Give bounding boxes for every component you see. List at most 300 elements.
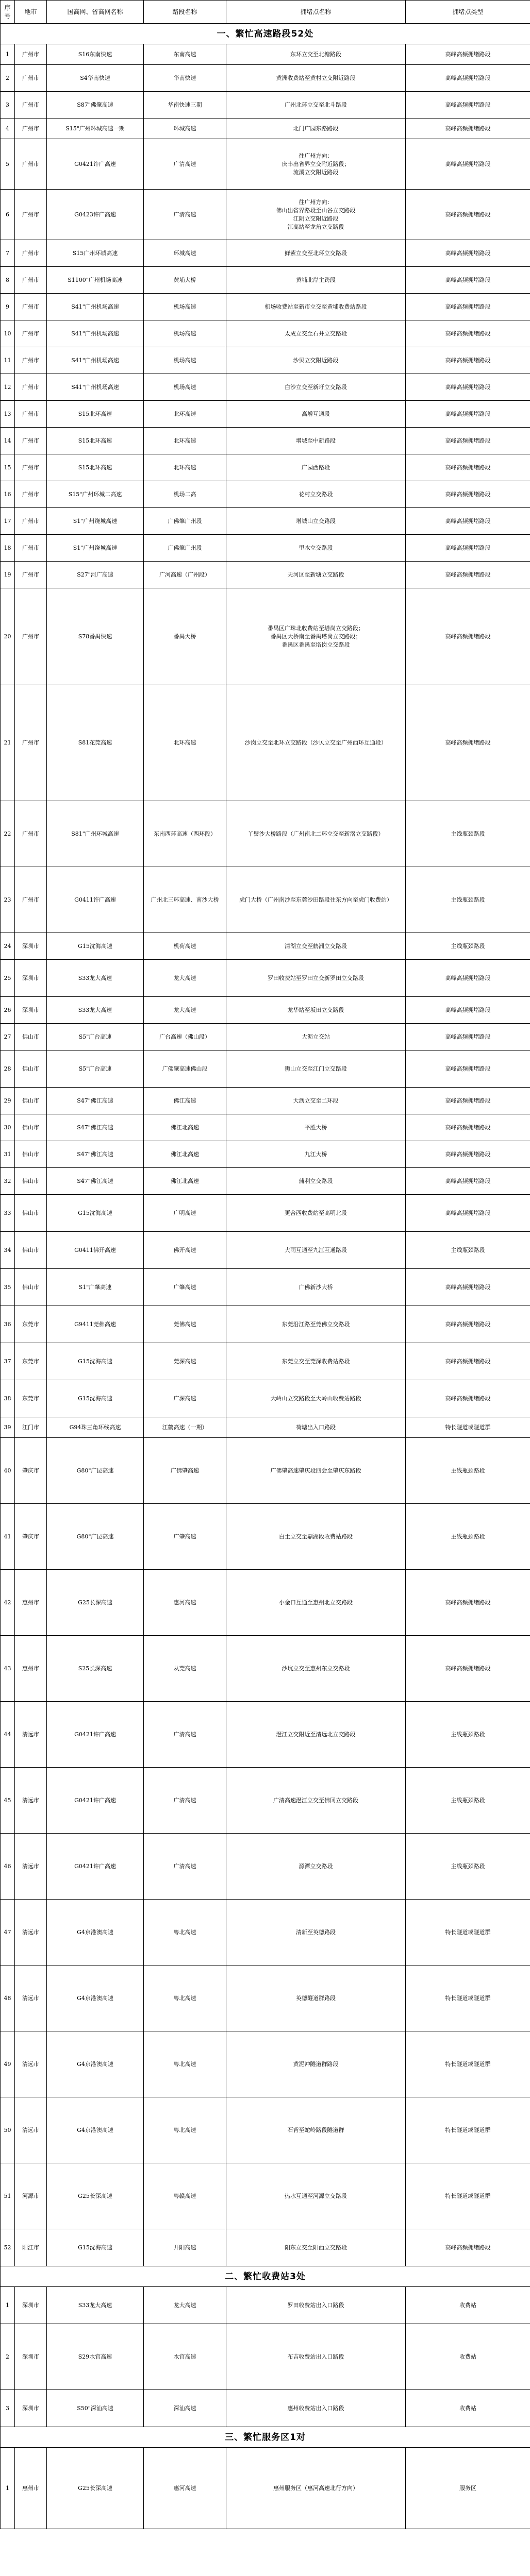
cell-road: G0423许广高速 bbox=[47, 190, 144, 240]
table-row bbox=[1, 92, 530, 118]
table-row bbox=[1, 190, 530, 240]
table-row bbox=[1, 1834, 530, 1900]
cell-segment: 佛江北高速 bbox=[144, 1141, 226, 1168]
cell-loc: 清新至英德路段 bbox=[226, 1900, 406, 1965]
cell-no: 2 bbox=[1, 65, 15, 92]
table-row bbox=[1, 1636, 530, 1702]
cell-loc: 龙华站至坂田立交路段 bbox=[226, 997, 406, 1024]
cell-no: 21 bbox=[1, 685, 15, 801]
cell-road: S5"广台高速 bbox=[47, 1024, 144, 1050]
cell-no: 19 bbox=[1, 562, 15, 588]
cell-loc: 高增互通段 bbox=[226, 401, 406, 428]
cell-segment: 机场高速 bbox=[144, 374, 226, 401]
table-row bbox=[1, 2031, 530, 2097]
cell-type: 特长隧道或隧道群 bbox=[406, 1417, 530, 1438]
cell-type: 高峰高频拥堵路段 bbox=[406, 1141, 530, 1168]
cell-no: 24 bbox=[1, 933, 15, 960]
cell-city: 惠州市 bbox=[15, 1570, 47, 1636]
table-row bbox=[1, 933, 530, 960]
cell-segment: 广深高速 bbox=[144, 1380, 226, 1417]
cell-city: 清远市 bbox=[15, 2031, 47, 2097]
cell-segment: 机场高速 bbox=[144, 320, 226, 347]
cell-no: 49 bbox=[1, 2031, 15, 2097]
cell-type: 主线瓶颈路段 bbox=[406, 1834, 530, 1900]
cell-road: G15沈海高速 bbox=[47, 933, 144, 960]
section-title: 三、繁忙服务区1对 bbox=[1, 2427, 530, 2448]
header-row bbox=[1, 1, 530, 24]
cell-type: 高峰高频拥堵路段 bbox=[406, 401, 530, 428]
cell-road: G0421许广高速 bbox=[47, 139, 144, 190]
cell-city: 广州市 bbox=[15, 535, 47, 562]
cell-loc: 石背至蛇岭路段隧道群 bbox=[226, 2097, 406, 2163]
cell-city: 佛山市 bbox=[15, 1024, 47, 1050]
cell-loc: 东莞立交至莞深收费站路段 bbox=[226, 1343, 406, 1380]
cell-type: 高峰高频拥堵路段 bbox=[406, 2229, 530, 2266]
table-row bbox=[1, 1380, 530, 1417]
cell-type: 高峰高频拥堵路段 bbox=[406, 1269, 530, 1306]
table-row bbox=[1, 1232, 530, 1269]
cell-no: 13 bbox=[1, 401, 15, 428]
cell-type: 收费站 bbox=[406, 2324, 530, 2390]
cell-segment: 东南西环高速（西环段） bbox=[144, 801, 226, 867]
table-row bbox=[1, 454, 530, 481]
cell-loc: 黄埔北岸主跨段 bbox=[226, 267, 406, 294]
header-road: 国高网、省高网名称 bbox=[47, 1, 144, 24]
cell-no: 26 bbox=[1, 997, 15, 1024]
cell-road: S87"佛肇高速 bbox=[47, 92, 144, 118]
cell-road: S4华南快速 bbox=[47, 65, 144, 92]
cell-loc: 大雨互通至九江互通路段 bbox=[226, 1232, 406, 1269]
table-row bbox=[1, 1343, 530, 1380]
cell-no: 36 bbox=[1, 1306, 15, 1343]
cell-city: 佛山市 bbox=[15, 1232, 47, 1269]
cell-type: 高峰高频拥堵路段 bbox=[406, 347, 530, 374]
cell-loc: 潖江立交附近至清远北立交路段 bbox=[226, 1702, 406, 1768]
cell-loc: 白沙立交至新圩立交路段 bbox=[226, 374, 406, 401]
cell-segment: 惠河高速 bbox=[144, 1570, 226, 1636]
cell-loc: 沙贝立交附近路段 bbox=[226, 347, 406, 374]
cell-no: 38 bbox=[1, 1380, 15, 1417]
cell-segment: 机场二高 bbox=[144, 481, 226, 508]
cell-segment: 惠河高速 bbox=[144, 2448, 226, 2529]
cell-no: 41 bbox=[1, 1504, 15, 1570]
cell-segment: 广台高速（佛山段） bbox=[144, 1024, 226, 1050]
cell-no: 12 bbox=[1, 374, 15, 401]
cell-type: 高峰高频拥堵路段 bbox=[406, 535, 530, 562]
cell-type: 特长隧道或隧道群 bbox=[406, 1900, 530, 1965]
cell-road: S47"佛江高速 bbox=[47, 1141, 144, 1168]
cell-loc: 热水互通至河源立交路段 bbox=[226, 2163, 406, 2229]
cell-type: 高峰高频拥堵路段 bbox=[406, 92, 530, 118]
cell-road: S1"广州绕城高速 bbox=[47, 535, 144, 562]
cell-road: S15广州环城高速 bbox=[47, 240, 144, 267]
cell-city: 广州市 bbox=[15, 562, 47, 588]
cell-road: S15北环高速 bbox=[47, 401, 144, 428]
cell-city: 广州市 bbox=[15, 481, 47, 508]
cell-segment: 北环高速 bbox=[144, 685, 226, 801]
cell-segment: 江鹤高速（一期） bbox=[144, 1417, 226, 1438]
cell-city: 东莞市 bbox=[15, 1343, 47, 1380]
cell-type: 高峰高频拥堵路段 bbox=[406, 1570, 530, 1636]
cell-road: S15北环高速 bbox=[47, 428, 144, 454]
cell-type: 高峰高频拥堵路段 bbox=[406, 1195, 530, 1232]
cell-type: 高峰高频拥堵路段 bbox=[406, 588, 530, 685]
cell-no: 23 bbox=[1, 867, 15, 933]
cell-no: 8 bbox=[1, 267, 15, 294]
cell-no: 16 bbox=[1, 481, 15, 508]
cell-road: S41"广州机场高速 bbox=[47, 294, 144, 320]
cell-loc: 白土立交至鼎湖段收费站路段 bbox=[226, 1504, 406, 1570]
cell-road: G0421许广高速 bbox=[47, 1702, 144, 1768]
cell-city: 广州市 bbox=[15, 374, 47, 401]
header-city: 地市 bbox=[15, 1, 47, 24]
cell-road: G25长深高速 bbox=[47, 2163, 144, 2229]
cell-type: 特长隧道或隧道群 bbox=[406, 2097, 530, 2163]
cell-segment: 广佛肇高速 bbox=[144, 1438, 226, 1504]
cell-segment: 粤北高速 bbox=[144, 2031, 226, 2097]
cell-road: G15沈海高速 bbox=[47, 2229, 144, 2266]
cell-type: 收费站 bbox=[406, 2390, 530, 2427]
cell-loc: 英德隧道群路段 bbox=[226, 1965, 406, 2031]
cell-type: 主线瓶颈路段 bbox=[406, 1768, 530, 1834]
cell-road: G0411佛开高速 bbox=[47, 1232, 144, 1269]
cell-loc: 番禺区广珠北收费站至塔岗立交路段； 番禺区大桥南至番禺塔岗立交路段； 番禺区番禺至塔岗立交路段 bbox=[226, 588, 406, 685]
cell-segment: 从莞高速 bbox=[144, 1636, 226, 1702]
cell-no: 30 bbox=[1, 1114, 15, 1141]
table-row bbox=[1, 1141, 530, 1168]
cell-road: S5"广台高速 bbox=[47, 1050, 144, 1088]
table-row bbox=[1, 139, 530, 190]
cell-no: 7 bbox=[1, 240, 15, 267]
cell-loc: 九江大桥 bbox=[226, 1141, 406, 1168]
cell-city: 佛山市 bbox=[15, 1050, 47, 1088]
cell-city: 广州市 bbox=[15, 347, 47, 374]
cell-road: S25长深高速 bbox=[47, 1636, 144, 1702]
cell-road: G15沈海高速 bbox=[47, 1380, 144, 1417]
cell-city: 清远市 bbox=[15, 1900, 47, 1965]
table-row bbox=[1, 65, 530, 92]
cell-city: 广州市 bbox=[15, 428, 47, 454]
cell-loc: 布吉收费站出入口路段 bbox=[226, 2324, 406, 2390]
cell-road: G80"广昆高速 bbox=[47, 1504, 144, 1570]
cell-segment: 佛开高速 bbox=[144, 1232, 226, 1269]
cell-segment: 机场高速 bbox=[144, 294, 226, 320]
table-row bbox=[1, 267, 530, 294]
cell-city: 佛山市 bbox=[15, 1088, 47, 1114]
cell-no: 11 bbox=[1, 347, 15, 374]
cell-loc: 天河区至新塘立交路段 bbox=[226, 562, 406, 588]
cell-road: S1"广肇高速 bbox=[47, 1269, 144, 1306]
cell-segment: 广清高速 bbox=[144, 139, 226, 190]
table-row bbox=[1, 997, 530, 1024]
cell-no: 4 bbox=[1, 118, 15, 139]
cell-loc: 丫髻沙大桥路段（广州南北二环立交至新滘立交路段） bbox=[226, 801, 406, 867]
cell-no: 31 bbox=[1, 1141, 15, 1168]
cell-segment: 广清高速 bbox=[144, 1768, 226, 1834]
cell-loc: 源潭立交路段 bbox=[226, 1834, 406, 1900]
cell-road: G4京港澳高速 bbox=[47, 1900, 144, 1965]
cell-type: 高峰高频拥堵路段 bbox=[406, 1636, 530, 1702]
cell-city: 广州市 bbox=[15, 44, 47, 65]
cell-type: 高峰高频拥堵路段 bbox=[406, 454, 530, 481]
table-row bbox=[1, 2163, 530, 2229]
cell-type: 高峰高频拥堵路段 bbox=[406, 267, 530, 294]
cell-segment: 广明高速 bbox=[144, 1195, 226, 1232]
cell-city: 清远市 bbox=[15, 1965, 47, 2031]
cell-type: 特长隧道或隧道群 bbox=[406, 2031, 530, 2097]
cell-type: 高峰高频拥堵路段 bbox=[406, 190, 530, 240]
cell-loc: 黄洲收费站至黄村立交附近路段 bbox=[226, 65, 406, 92]
cell-loc: 东莞沿江路至莞佛立交路段 bbox=[226, 1306, 406, 1343]
table-row bbox=[1, 2324, 530, 2390]
cell-loc: 惠州服务区（惠河高速北行方向） bbox=[226, 2448, 406, 2529]
cell-road: S29水官高速 bbox=[47, 2324, 144, 2390]
cell-no: 37 bbox=[1, 1343, 15, 1380]
cell-road: S33龙大高速 bbox=[47, 960, 144, 997]
cell-type: 高峰高频拥堵路段 bbox=[406, 960, 530, 997]
cell-type: 主线瓶颈路段 bbox=[406, 1232, 530, 1269]
cell-loc: 广州北环立交至北斗路段 bbox=[226, 92, 406, 118]
cell-loc: 增城至中新路段 bbox=[226, 428, 406, 454]
cell-no: 33 bbox=[1, 1195, 15, 1232]
cell-city: 广州市 bbox=[15, 240, 47, 267]
header-no: 序号 bbox=[1, 1, 15, 24]
header-location: 拥堵点名称 bbox=[226, 1, 406, 24]
cell-segment: 华南快速三期 bbox=[144, 92, 226, 118]
cell-loc: 清湖立交至鹤洲立交路段 bbox=[226, 933, 406, 960]
cell-no: 14 bbox=[1, 428, 15, 454]
cell-no: 3 bbox=[1, 92, 15, 118]
cell-type: 高峰高频拥堵路段 bbox=[406, 1050, 530, 1088]
cell-city: 深圳市 bbox=[15, 2287, 47, 2324]
cell-type: 高峰高频拥堵路段 bbox=[406, 320, 530, 347]
cell-type: 主线瓶颈路段 bbox=[406, 1702, 530, 1768]
cell-city: 广州市 bbox=[15, 508, 47, 535]
cell-type: 高峰高频拥堵路段 bbox=[406, 481, 530, 508]
cell-loc: 大岭山立交路段至大岭山收费站路段 bbox=[226, 1380, 406, 1417]
table-row bbox=[1, 1965, 530, 2031]
cell-city: 广州市 bbox=[15, 401, 47, 428]
cell-road: S81"广州环城高速 bbox=[47, 801, 144, 867]
cell-type: 高峰高频拥堵路段 bbox=[406, 1114, 530, 1141]
cell-road: S41"广州机场高速 bbox=[47, 347, 144, 374]
cell-road: S41"广州机场高速 bbox=[47, 374, 144, 401]
cell-segment: 龙大高速 bbox=[144, 960, 226, 997]
cell-no: 9 bbox=[1, 294, 15, 320]
cell-segment: 北环高速 bbox=[144, 428, 226, 454]
table-row bbox=[1, 1088, 530, 1114]
cell-city: 佛山市 bbox=[15, 1269, 47, 1306]
cell-segment: 广清高速 bbox=[144, 190, 226, 240]
cell-city: 深圳市 bbox=[15, 997, 47, 1024]
table-row bbox=[1, 2448, 530, 2529]
cell-city: 惠州市 bbox=[15, 2448, 47, 2529]
cell-type: 高峰高频拥堵路段 bbox=[406, 1343, 530, 1380]
cell-loc: 更合西收费站至高明北段 bbox=[226, 1195, 406, 1232]
cell-segment: 莞深高速 bbox=[144, 1343, 226, 1380]
cell-loc: 小金口互通至惠州北立交路段 bbox=[226, 1570, 406, 1636]
cell-no: 32 bbox=[1, 1168, 15, 1195]
cell-city: 广州市 bbox=[15, 294, 47, 320]
cell-segment: 广清高速 bbox=[144, 1834, 226, 1900]
cell-segment: 莞佛高速 bbox=[144, 1306, 226, 1343]
table-row bbox=[1, 428, 530, 454]
cell-loc: 蒲利立交路段 bbox=[226, 1168, 406, 1195]
cell-segment: 开阳高速 bbox=[144, 2229, 226, 2266]
cell-city: 佛山市 bbox=[15, 1195, 47, 1232]
cell-city: 佛山市 bbox=[15, 1141, 47, 1168]
cell-city: 东莞市 bbox=[15, 1306, 47, 1343]
table-row bbox=[1, 240, 530, 267]
cell-city: 深圳市 bbox=[15, 2324, 47, 2390]
cell-loc: 惠州收费站出入口路段 bbox=[226, 2390, 406, 2427]
cell-road: G4京港澳高速 bbox=[47, 2031, 144, 2097]
table-row bbox=[1, 960, 530, 997]
cell-loc: 荷塘出入口路段 bbox=[226, 1417, 406, 1438]
table-row bbox=[1, 1306, 530, 1343]
table-body bbox=[1, 24, 530, 2529]
cell-loc: 沙岗立交至北环立交路段（沙贝立交至广州西环互通段） bbox=[226, 685, 406, 801]
cell-type: 高峰高频拥堵路段 bbox=[406, 508, 530, 535]
cell-city: 广州市 bbox=[15, 454, 47, 481]
cell-road: S27"河广高速 bbox=[47, 562, 144, 588]
cell-loc: 广佛新沙大桥 bbox=[226, 1269, 406, 1306]
cell-road: S47"佛江高速 bbox=[47, 1168, 144, 1195]
cell-no: 40 bbox=[1, 1438, 15, 1504]
section-row bbox=[1, 2427, 530, 2448]
cell-segment: 粤北高速 bbox=[144, 1965, 226, 2031]
cell-road: G94珠三角环线高速 bbox=[47, 1417, 144, 1438]
cell-no: 47 bbox=[1, 1900, 15, 1965]
table-row bbox=[1, 118, 530, 139]
cell-loc: 罗田收费站至罗田立交新罗田立交路段 bbox=[226, 960, 406, 997]
cell-road: S41"广州机场高速 bbox=[47, 320, 144, 347]
cell-type: 高峰高频拥堵路段 bbox=[406, 1024, 530, 1050]
cell-segment: 龙大高速 bbox=[144, 2287, 226, 2324]
cell-road: G9411莞佛高速 bbox=[47, 1306, 144, 1343]
cell-type: 主线瓶颈路段 bbox=[406, 1504, 530, 1570]
table-row bbox=[1, 1024, 530, 1050]
cell-no: 45 bbox=[1, 1768, 15, 1834]
cell-segment: 广清高速 bbox=[144, 1702, 226, 1768]
cell-segment: 黄埔大桥 bbox=[144, 267, 226, 294]
cell-loc: 广清高速潖江立交至佛冈立交路段 bbox=[226, 1768, 406, 1834]
cell-loc: 广佛肇高速肇庆段四会至肇庆东路段 bbox=[226, 1438, 406, 1504]
cell-no: 18 bbox=[1, 535, 15, 562]
cell-road: S1"广州绕城高速 bbox=[47, 508, 144, 535]
cell-loc: 沙坑立交至惠州东立交路段 bbox=[226, 1636, 406, 1702]
cell-segment: 佛江北高速 bbox=[144, 1114, 226, 1141]
cell-city: 河源市 bbox=[15, 2163, 47, 2229]
cell-road: S47"佛江高速 bbox=[47, 1114, 144, 1141]
cell-road: S15北环高速 bbox=[47, 454, 144, 481]
cell-no: 25 bbox=[1, 960, 15, 997]
cell-type: 主线瓶颈路段 bbox=[406, 867, 530, 933]
cell-no: 51 bbox=[1, 2163, 15, 2229]
cell-loc: 黄泥冲隧道群路段 bbox=[226, 2031, 406, 2097]
cell-segment: 机荷高速 bbox=[144, 933, 226, 960]
table-row bbox=[1, 2390, 530, 2427]
cell-no: 34 bbox=[1, 1232, 15, 1269]
cell-city: 惠州市 bbox=[15, 1636, 47, 1702]
cell-segment: 东南高速 bbox=[144, 44, 226, 65]
cell-segment: 龙大高速 bbox=[144, 997, 226, 1024]
cell-segment: 广佛肇广州段 bbox=[144, 535, 226, 562]
cell-road: G4京港澳高速 bbox=[47, 2097, 144, 2163]
table-row bbox=[1, 535, 530, 562]
cell-road: S81花莞高速 bbox=[47, 685, 144, 801]
cell-no: 43 bbox=[1, 1636, 15, 1702]
cell-road: G15沈海高速 bbox=[47, 1343, 144, 1380]
cell-road: G80"广昆高速 bbox=[47, 1438, 144, 1504]
cell-city: 广州市 bbox=[15, 139, 47, 190]
cell-no: 35 bbox=[1, 1269, 15, 1306]
cell-road: G0421许广高速 bbox=[47, 1834, 144, 1900]
cell-no: 20 bbox=[1, 588, 15, 685]
cell-city: 广州市 bbox=[15, 685, 47, 801]
cell-no: 39 bbox=[1, 1417, 15, 1438]
cell-loc: 罗田收费站出入口路段 bbox=[226, 2287, 406, 2324]
cell-type: 收费站 bbox=[406, 2287, 530, 2324]
cell-city: 广州市 bbox=[15, 118, 47, 139]
cell-city: 广州市 bbox=[15, 267, 47, 294]
table-row bbox=[1, 1702, 530, 1768]
cell-loc: 虎门大桥（广州南沙至东莞沙田路段往东方向至虎门收费站） bbox=[226, 867, 406, 933]
table-row bbox=[1, 1195, 530, 1232]
cell-city: 广州市 bbox=[15, 65, 47, 92]
cell-no: 6 bbox=[1, 190, 15, 240]
table-row bbox=[1, 1900, 530, 1965]
cell-loc: 花村立交路段 bbox=[226, 481, 406, 508]
cell-type: 主线瓶颈路段 bbox=[406, 933, 530, 960]
cell-type: 高峰高频拥堵路段 bbox=[406, 1168, 530, 1195]
cell-type: 高峰高频拥堵路段 bbox=[406, 44, 530, 65]
cell-loc: 鲜紫立交至北环立交路段 bbox=[226, 240, 406, 267]
table-row bbox=[1, 481, 530, 508]
cell-road: G15沈海高速 bbox=[47, 1195, 144, 1232]
cell-road: S78番禺快速 bbox=[47, 588, 144, 685]
cell-type: 高峰高频拥堵路段 bbox=[406, 997, 530, 1024]
section-row bbox=[1, 2266, 530, 2287]
cell-loc: 东环立交至北塘路段 bbox=[226, 44, 406, 65]
cell-loc: 里水立交路段 bbox=[226, 535, 406, 562]
table-row bbox=[1, 320, 530, 347]
cell-type: 高峰高频拥堵路段 bbox=[406, 374, 530, 401]
header-segment: 路段名称 bbox=[144, 1, 226, 24]
cell-city: 清远市 bbox=[15, 1834, 47, 1900]
cell-segment: 粤北高速 bbox=[144, 1900, 226, 1965]
cell-segment: 机场高速 bbox=[144, 347, 226, 374]
cell-city: 广州市 bbox=[15, 320, 47, 347]
table-row bbox=[1, 374, 530, 401]
cell-segment: 广肇高速 bbox=[144, 1504, 226, 1570]
cell-segment: 水官高速 bbox=[144, 2324, 226, 2390]
cell-type: 高峰高频拥堵路段 bbox=[406, 139, 530, 190]
table-row bbox=[1, 401, 530, 428]
cell-no: 28 bbox=[1, 1050, 15, 1088]
table-row bbox=[1, 1114, 530, 1141]
table-row bbox=[1, 562, 530, 588]
table-row bbox=[1, 2229, 530, 2266]
cell-no: 10 bbox=[1, 320, 15, 347]
cell-no: 1 bbox=[1, 44, 15, 65]
cell-no: 1 bbox=[1, 2287, 15, 2324]
cell-segment: 广河高速（广州段） bbox=[144, 562, 226, 588]
cell-road: S50"深汕高速 bbox=[47, 2390, 144, 2427]
cell-loc: 大沥立交至二环段 bbox=[226, 1088, 406, 1114]
table-row bbox=[1, 2097, 530, 2163]
table-row bbox=[1, 1504, 530, 1570]
